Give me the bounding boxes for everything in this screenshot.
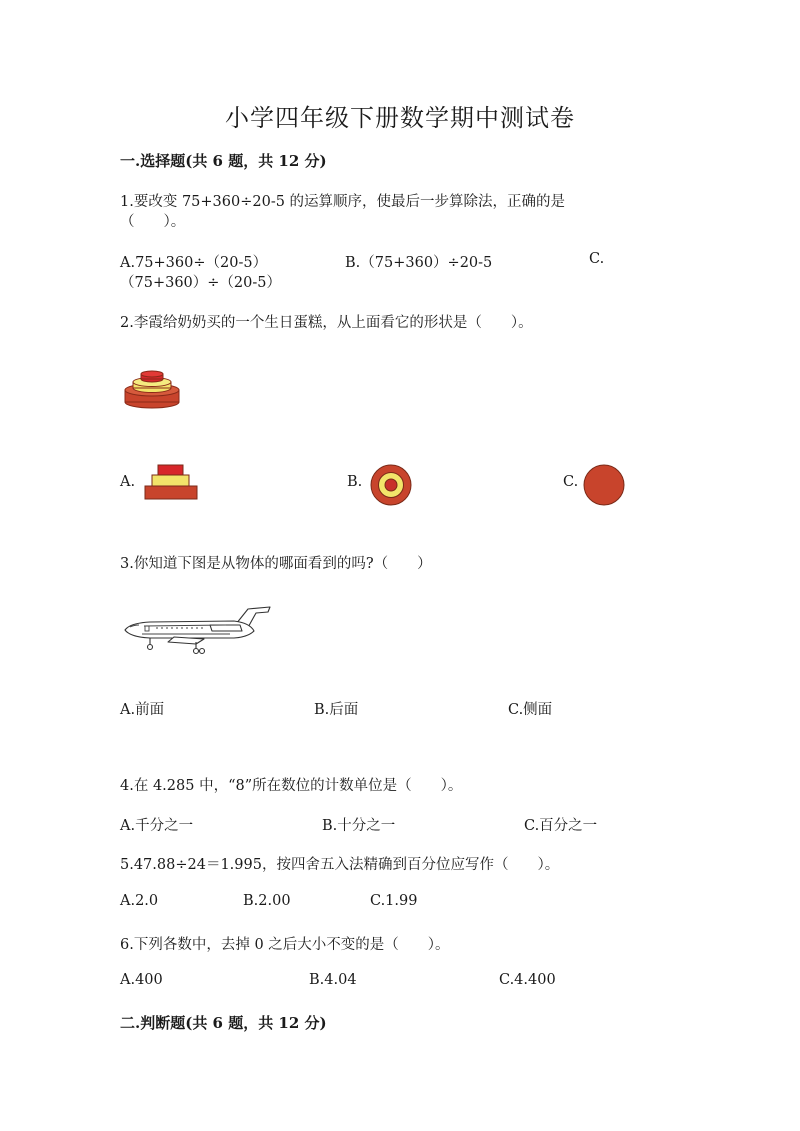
- question-4-option-b: B.十分之一: [322, 818, 396, 834]
- question-4-option-c: C.百分之一: [524, 818, 598, 834]
- question-1-option-c: C.: [589, 251, 605, 267]
- question-6-option-b: B.4.04: [309, 972, 357, 988]
- question-5-stem: 5.47.88÷24＝1.995，按四舍五入法精确到百分位应写作（ ）。: [120, 857, 560, 873]
- question-2-stem: 2.李霞给奶奶买的一个生日蛋糕，从上面看它的形状是（ ）。: [120, 315, 533, 331]
- question-4-stem: 4.在 4.285 中，“8”所在数位的计数单位是（ ）。: [120, 778, 463, 794]
- section-heading-true-false: 二.判断题(共 6 题，共 12 分): [120, 1014, 327, 1032]
- question-1-stem: 1.要改变 75+360÷20-5 的运算顺序，使最后一步算除法，正确的是: [120, 194, 566, 210]
- question-6-option-a: A.400: [120, 972, 163, 988]
- question-2-option-a: A.: [120, 474, 136, 490]
- question-1-stem-blank: （ ）。: [120, 214, 186, 230]
- question-1-option-a: A.75+360÷（20-5）: [120, 255, 268, 271]
- question-5-option-c: C.1.99: [370, 893, 418, 909]
- section-heading-choice: 一.选择题(共 6 题，共 12 分): [120, 152, 327, 170]
- question-5-option-b: B.2.00: [243, 893, 291, 909]
- airplane-icon: [122, 604, 272, 656]
- cake-top-view-solid-icon: [582, 463, 626, 507]
- question-6-stem: 6.下列各数中，去掉 0 之后大小不变的是（ ）。: [120, 937, 450, 953]
- question-4-option-a: A.千分之一: [120, 818, 194, 834]
- cake-icon: [120, 366, 186, 412]
- question-3-option-a: A.前面: [120, 702, 165, 718]
- question-3-option-b: B.后面: [314, 702, 359, 718]
- question-2-option-b: B.: [347, 474, 363, 490]
- question-6-option-c: C.4.400: [499, 972, 556, 988]
- question-3-stem: 3.你知道下图是从物体的哪面看到的吗?（ ）: [120, 556, 432, 572]
- question-1-option-b: B.（75+360）÷20-5: [345, 255, 493, 271]
- page-title: 小学四年级下册数学期中测试卷: [225, 104, 575, 132]
- question-2-option-c: C.: [563, 474, 579, 490]
- question-5-option-a: A.2.0: [120, 893, 159, 909]
- cake-top-view-rings-icon: [369, 463, 413, 507]
- question-1-option-c-content: （75+360）÷（20-5）: [120, 275, 282, 291]
- question-3-option-c: C.侧面: [508, 702, 553, 718]
- cake-front-view-icon: [144, 462, 198, 502]
